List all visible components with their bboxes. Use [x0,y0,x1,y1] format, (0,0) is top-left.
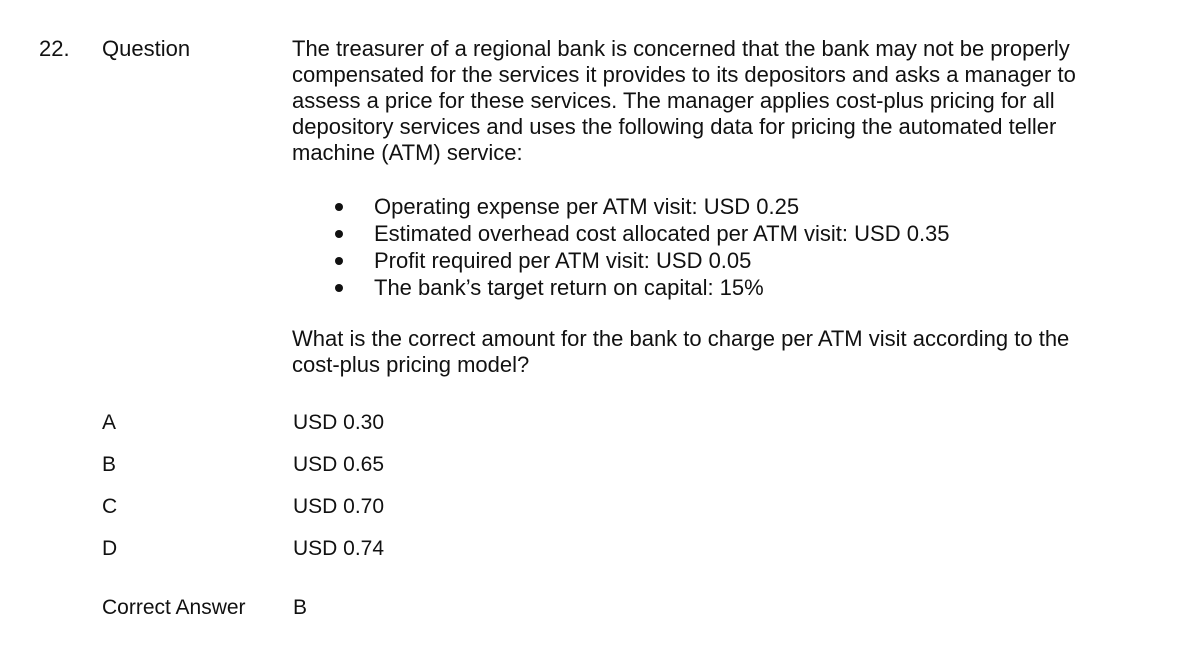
question-stem-line: depository services and uses the following data for pricing the automated teller [292,114,1057,139]
option-a-letter: A [102,411,117,434]
pricing-data-list [330,193,950,301]
list-item-text: Profit required per ATM visit: USD 0.05 [374,248,752,273]
question-stem-line: assess a price for these services. The manager applies cost-plus pricing for all [292,88,1055,113]
question-stem-line: The treasurer of a regional bank is concerned that the bank may not be properly [292,36,1070,61]
question-prompt [292,326,1132,378]
option-d-text[interactable]: USD 0.74 [293,537,385,560]
option-d-letter: D [102,537,118,560]
list-item [330,274,950,301]
question-stem-line: machine (ATM) service: [292,140,523,165]
question-stem-line: compensated for the services it provides to its depositors and asks a manager to [292,62,1076,87]
question-label: Question [102,36,191,61]
list-item-text: The bank’s target return on capital: 15% [374,275,764,300]
option-b-text[interactable]: USD 0.65 [293,453,385,476]
question-prompt-line: cost-plus pricing model? [292,352,530,377]
option-c-text[interactable]: USD 0.70 [293,495,385,518]
question-stem [292,36,1112,166]
bullet-icon [335,257,343,265]
option-b-letter: B [102,453,117,476]
bullet-icon [335,230,343,238]
list-item [330,193,950,220]
option-a-text[interactable]: USD 0.30 [293,411,385,434]
correct-answer-value: B [293,596,308,619]
option-c-letter: C [102,495,118,518]
list-item [330,247,950,274]
list-item-text: Operating expense per ATM visit: USD 0.25 [374,194,800,219]
correct-answer-label: Correct Answer [102,596,246,619]
question-prompt-line: What is the correct amount for the bank to charge per ATM visit according to the [292,326,1070,351]
bullet-icon [335,284,343,292]
list-item-text: Estimated overhead cost allocated per ATM visit: USD 0.35 [374,221,950,246]
bullet-icon [335,203,343,211]
list-item [330,220,950,247]
question-number: 22. [39,36,70,61]
